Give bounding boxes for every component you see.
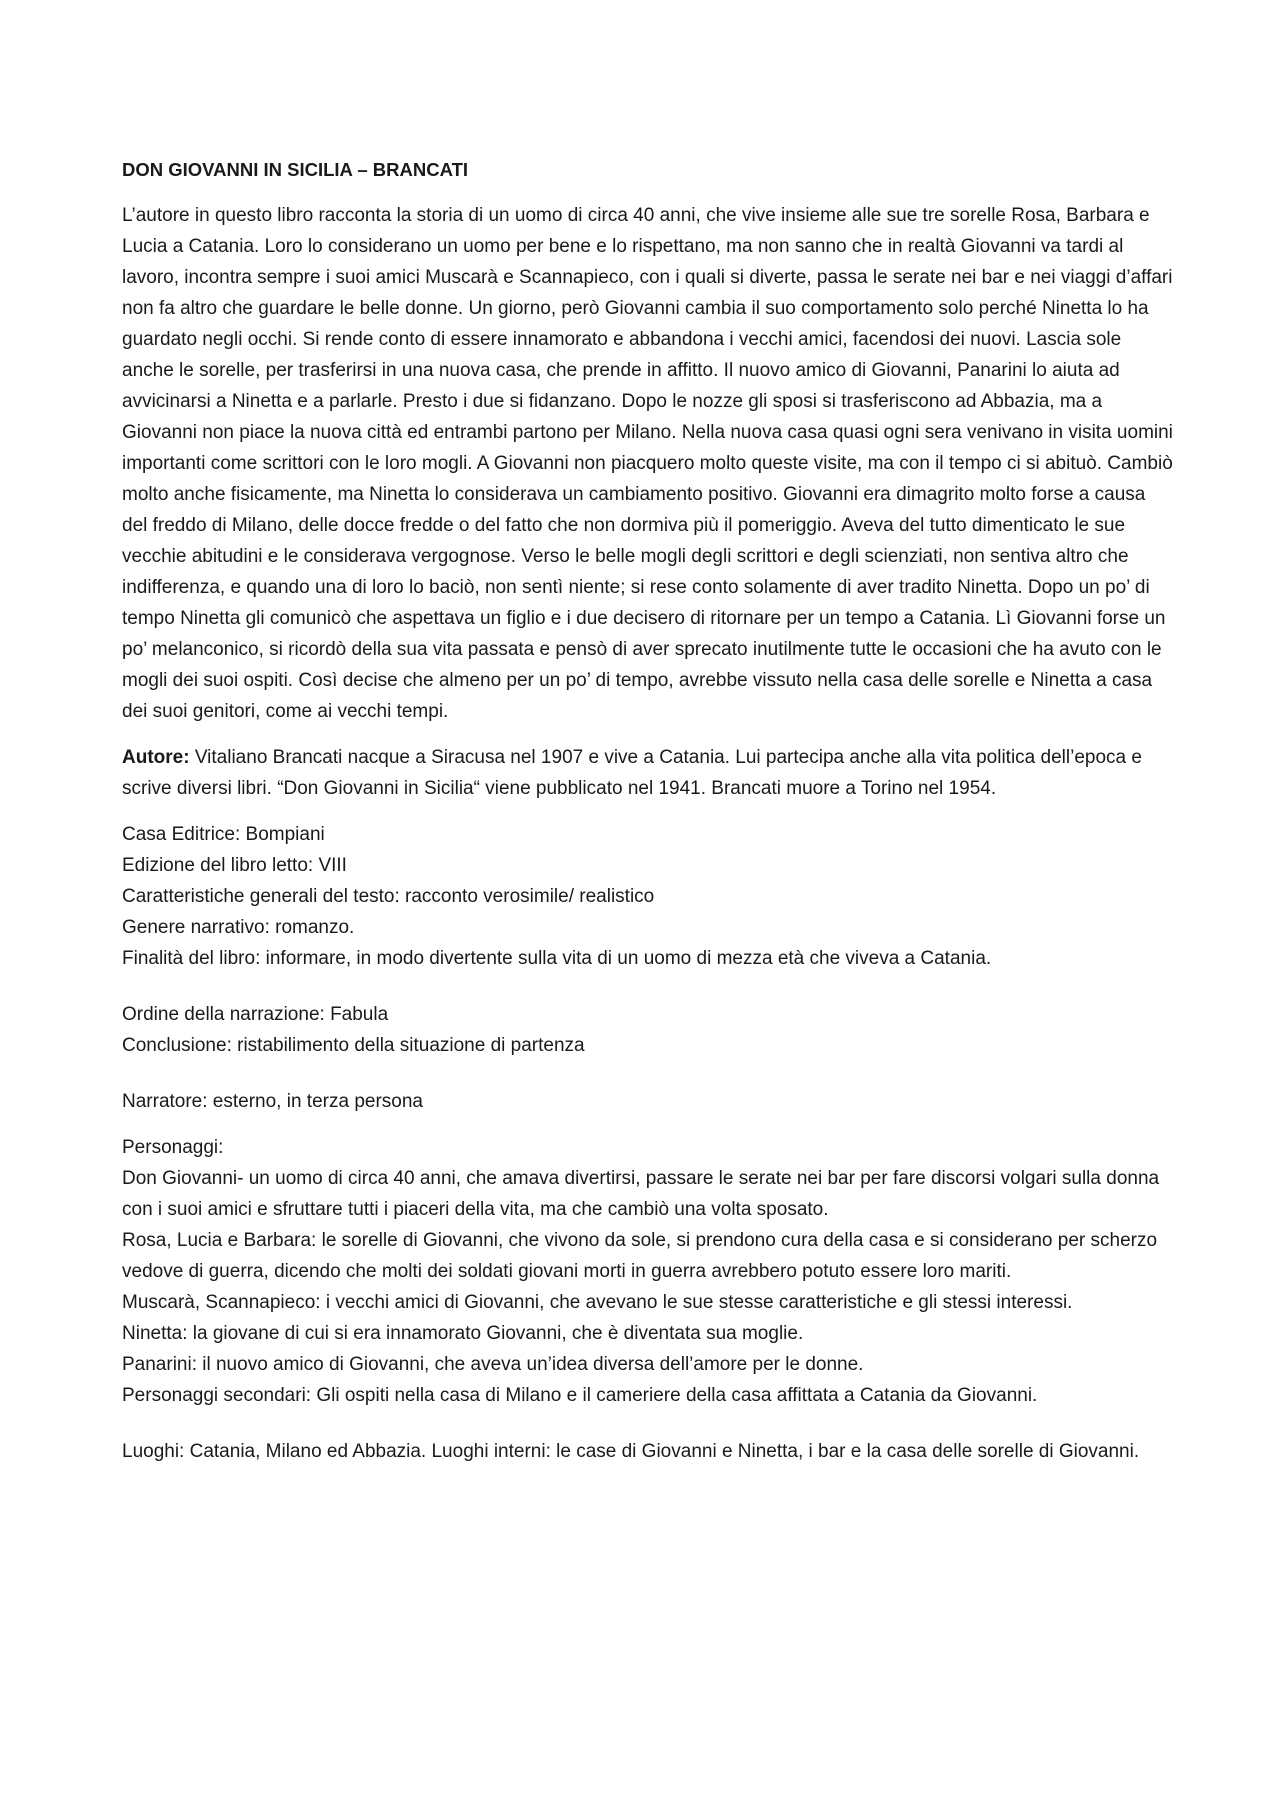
characters-section xyxy=(122,1132,1174,1411)
summary-paragraph: L’autore in questo libro racconta la storia di un uomo di circa 40 anni, che vive insieme alle sue tre sorelle Rosa, Barbara e Lucia a Catania. Loro lo considerano un uomo per bene e lo rispettano, ma non sanno che in realtà Giovanni va tardi al lavoro, incontra sempre i suoi amici Muscarà e Scannapieco, con i quali si diverte, passa le serate nei bar e nei viaggi d’affari non fa altro che guardare le belle donne. Un giorno, però Giovanni cambia il suo comportamento solo perché Ninetta lo ha guardato negli occhi. Si rende conto di essere innamorato e abbandona i vecchi amici, facendosi dei nuovi. Lascia sole anche le sorelle, per trasferirsi in una nuova casa, che prende in affitto. Il nuovo amico di Giovanni, Panarini lo aiuta ad avvicinarsi a Ninetta e a parlarle. Presto i due si fidanzano. Dopo le nozze gli sposi si trasferiscono ad Abbazia, ma a Giovanni non piace la nuova città ed entrambi partono per Milano. Nella nuova casa quasi ogni sera venivano in visita uomini importanti come scrittori con le loro mogli. A Giovanni non piacquero molto queste visite, ma con il tempo ci si abituò. Cambiò molto anche fisicamente, ma Ninetta lo considerava un cambiamento positivo. Giovanni era dimagrito molto forse a causa del freddo di Milano, delle docce fredde o del fatto che non dormiva più il pomeriggio. Aveva del tutto dimenticato le sue vecchie abitudini e le considerava vergognose. Verso le belle mogli degli scrittori e degli scienziati, non sentiva altro che indifferenza, e quando una di loro lo baciò, non sentì niente; si rese conto solamente di aver tradito Ninetta. Dopo un po’ di tempo Ninetta gli comunicò che aspettava un figlio e i due decisero di ritornare per un tempo a Catania. Lì Giovanni forse un po’ melanconico, si ricordò della sua vita passata e pensò di aver sprecato inutilmente tutte le occasioni che ha avuto con le mogli dei suoi ospiti. Così decise che almeno per un po’ di tempo, avrebbe vissuto nella casa delle sorelle e Ninetta a casa dei suoi genitori, come ai vecchi tempi. xyxy=(122,205,1173,722)
purpose-line: Finalità del libro: informare, in modo divertente sulla vita di un uomo di mezza età che viveva a Catania. xyxy=(122,948,992,969)
narration-order-line: Ordine della narrazione: Fabula xyxy=(122,1004,389,1025)
places-paragraph: Luoghi: Catania, Milano ed Abbazia. Luoghi interni: le case di Giovanni e Ninetta, i bar e la casa delle sorelle di Giovanni. xyxy=(122,1441,1140,1462)
characters-heading: Personaggi: xyxy=(122,1137,224,1158)
conclusion-line: Conclusione: ristabilimento della situazione di partenza xyxy=(122,1035,585,1056)
document-title: DON GIOVANNI IN SICILIA – BRANCATI xyxy=(122,159,469,180)
publisher-line: Casa Editrice: Bompiani xyxy=(122,824,325,845)
genre-line: Genere narrativo: romanzo. xyxy=(122,917,355,938)
character-panarini: Panarini: il nuovo amico di Giovanni, che aveva un’idea diversa dell’amore per le donne. xyxy=(122,1354,864,1375)
book-details xyxy=(122,819,1174,974)
narrator-line: Narratore: esterno, in terza persona xyxy=(122,1091,423,1112)
document-page xyxy=(122,154,1174,1482)
characteristics-line: Caratteristiche generali del testo: racconto verosimile/ realistico xyxy=(122,886,655,907)
character-secondary: Personaggi secondari: Gli ospiti nella casa di Milano e il cameriere della casa affittata a Catania da Giovanni. xyxy=(122,1385,1038,1406)
character-ninetta: Ninetta: la giovane di cui si era innamorato Giovanni, che è diventata sua moglie. xyxy=(122,1323,804,1344)
character-sisters: Rosa, Lucia e Barbara: le sorelle di Giovanni, che vivono da sole, si prendono cura della casa e si considerano per scherzo vedove di guerra, dicendo che molti dei soldati giovani morti in guerra avrebbero potuto essere loro mariti. xyxy=(122,1230,1158,1282)
character-don-giovanni: Don Giovanni- un uomo di circa 40 anni, che amava divertirsi, passare le serate nei bar per fare discorsi volgari sulla donna con i suoi amici e sfruttare tutti i piaceri della vita, ma che cambiò una volta sposato. xyxy=(122,1168,1160,1220)
author-label: Autore: xyxy=(122,747,190,768)
narration-details xyxy=(122,999,1174,1061)
edition-line: Edizione del libro letto: VIII xyxy=(122,855,347,876)
character-friends: Muscarà, Scannapieco: i vecchi amici di Giovanni, che avevano le sue stesse caratteristiche e gli stessi interessi. xyxy=(122,1292,1073,1313)
author-paragraph xyxy=(122,742,1174,804)
author-text: Vitaliano Brancati nacque a Siracusa nel 1907 e vive a Catania. Lui partecipa anche alla vita politica dell’epoca e scrive diversi libri. “Don Giovanni in Sicilia“ viene pubblicato nel 1941. Brancati muore a Torino nel 1954. xyxy=(122,747,1142,799)
